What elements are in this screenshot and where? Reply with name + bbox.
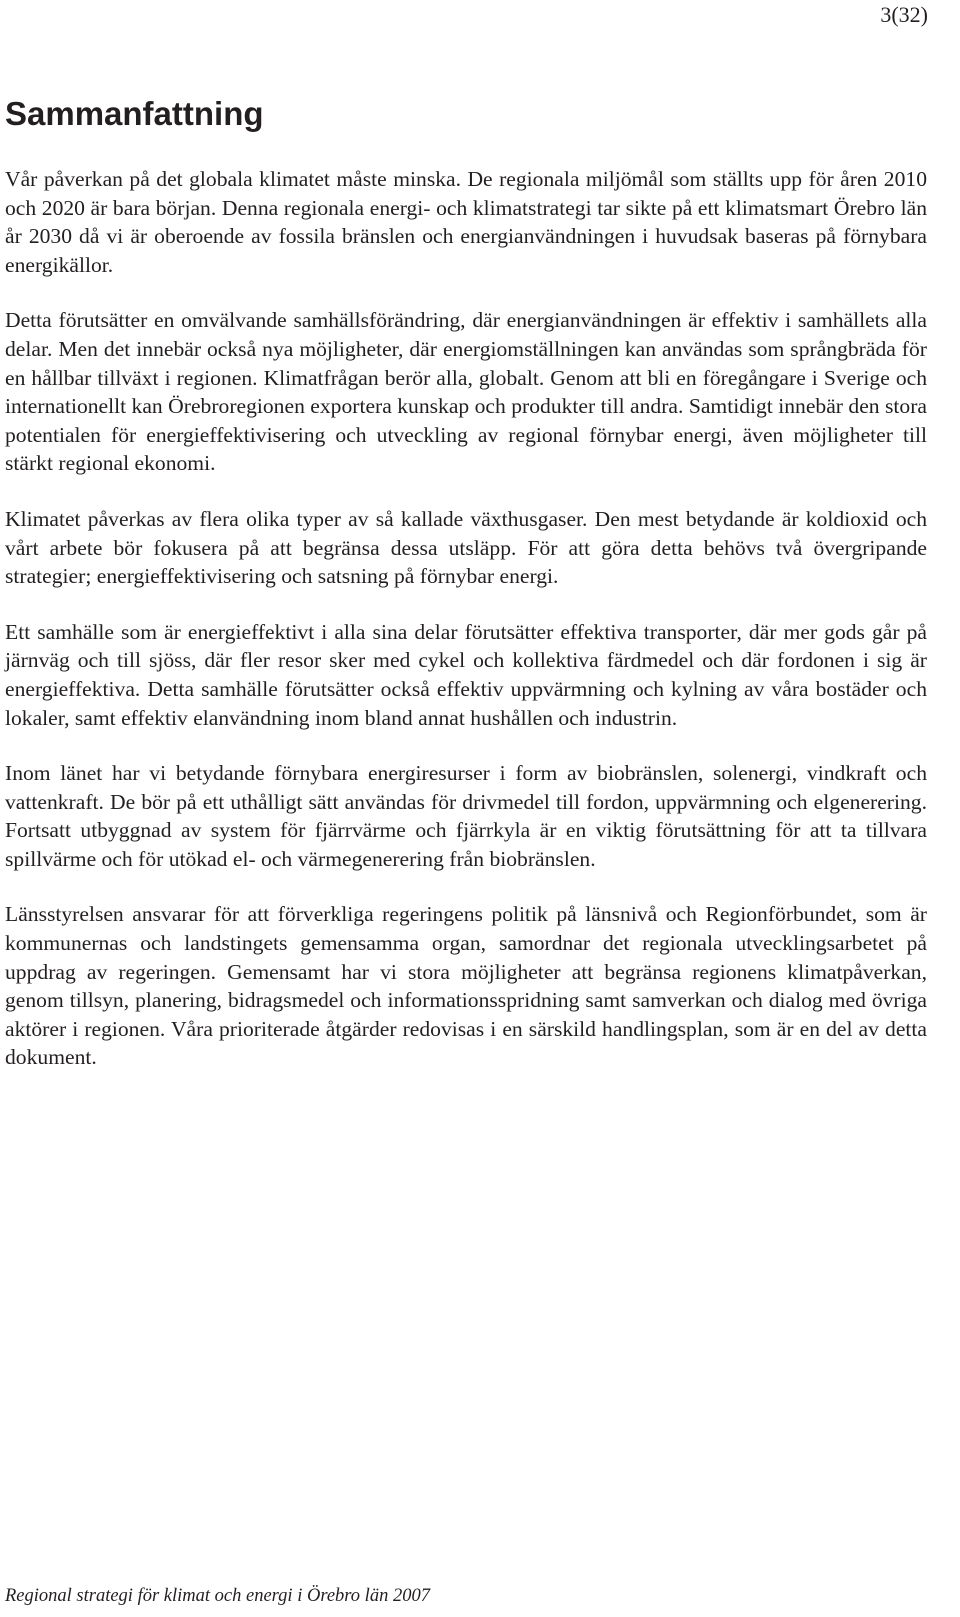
paragraph-1: Vår påverkan på det globala klimatet måste minska. De regionala miljömål som ställts upp för åren 2010 och 2020 är bara början. Denna regionala energi- och klimatstrategi tar sikte på ett klimatsmart Örebro län år 2030 då vi är oberoende av fossila bränslen och energianvändningen i huvudsak baseras på förnybara energikällor. [5,167,927,277]
paragraph-3: Klimatet påverkas av flera olika typer av så kallade växthusgaser. Den mest betydande är koldioxid och vårt arbete bör fokusera på att begränsa dessa utsläpp. För att göra detta behövs två övergripande strategier; energieffektivisering och satsning på förnybar energi. [5,506,927,589]
paragraph-4: Ett samhälle som är energieffektivt i alla sina delar förutsätter effektiva transporter, där mer gods går på järnväg och till sjöss, där fler resor sker med cykel och kollektiva färdmedel och där fordonen i sig är energieffektiva. Detta samhälle förutsätter också effektiv uppvärmning och kylning av våra bostäder och lokaler, samt effektiv elanvändning inom bland annat hushållen och industrin. [5,619,927,730]
page-number: 3(32) [880,2,928,27]
body-text [5,165,927,1099]
footer-document-title: Regional strategi för klimat och energi i Örebro län 2007 [5,1586,430,1606]
paragraph-5: Inom länet har vi betydande förnybara energiresurser i form av biobränslen, solenergi, vindkraft och vattenkraft. De bör på ett uthålligt sätt användas för drivmedel till fordon, uppvärmning och elgenerering. Fortsatt utbyggnad av system för fjärrvärme och fjärrkyla är en viktig förutsättning för att ta tillvara spillvärme och för utökad el- och värmegenerering från biobränslen. [5,761,927,871]
paragraph-2: Detta förutsätter en omvälvande samhällsförändring, där energianvändningen är effektiv i samhällets alla delar. Men det innebär också nya möjligheter, där energiomställningen kan användas som språngbräda för en hållbar tillväxt i regionen. Klimatfrågan berör alla, globalt. Genom att bli en föregångare i Sverige och internationellt kan Örebroregionen exportera kunskap och produkter till andra. Samtidigt innebär den stora potentialen för energieffektivisering och utveckling av regional förnybar energi, även möjligheter till stärkt regional ekonomi. [5,308,927,476]
paragraph-6: Länsstyrelsen ansvarar för att förverkliga regeringens politik på länsnivå och Regionförbundet, som är kommunernas och landstingets gemensamma organ, samordnar det regionala utvecklingsarbetet på uppdrag av regeringen. Gemensamt har vi stora möjligheter att begränsa regionens klimatpåverkan, genom tillsyn, planering, bidragsmedel och informationsspridning samt samverkan och dialog med övriga aktörer i regionen. Våra prioriterade åtgärder redovisas i en särskild handlingsplan, som är en del av detta dokument. [5,902,927,1070]
page-title: Sammanfattning [5,95,264,132]
